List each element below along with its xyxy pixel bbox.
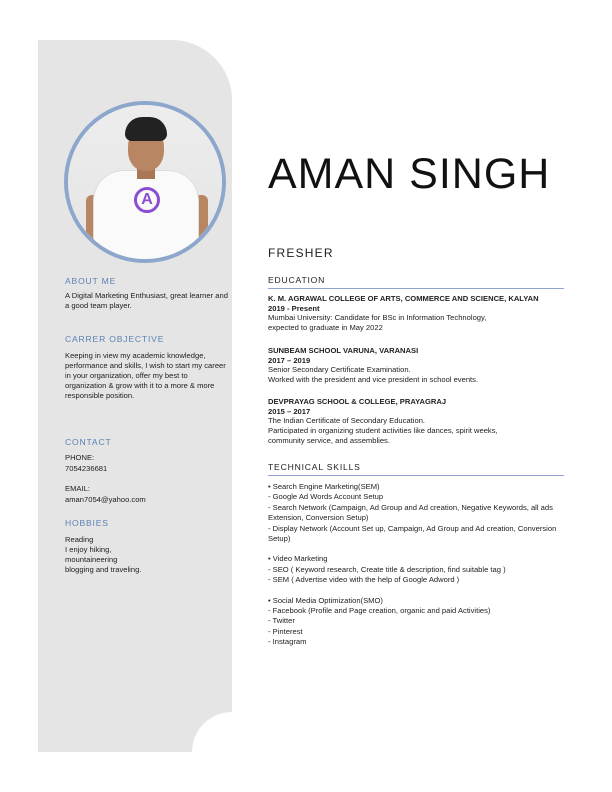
skills-heading: TECHNICAL SKILLS: [268, 462, 564, 476]
skill-line: - Google Ad Words Account Setup: [268, 492, 384, 502]
education-entry: [268, 397, 564, 446]
skill-line: - Instagram: [268, 637, 307, 647]
detail: Mumbai University: Candidate for BSc in Information Technology,: [268, 313, 487, 323]
years: 2019 - Present: [268, 303, 320, 313]
hobby-item: blogging and traveling.: [65, 565, 142, 574]
shirt-logo-icon: A: [134, 187, 160, 213]
skill-line: - Pinterest: [268, 626, 303, 636]
skill-line: • Social Media Optimization(SMO): [268, 595, 383, 605]
hobby-item: mountaineering: [65, 555, 118, 564]
education-entry: [268, 346, 564, 385]
skill-line: • Video Marketing: [268, 554, 328, 564]
skill-line: • Search Engine Marketing(SEM): [268, 482, 380, 491]
email-label: EMAIL:: [65, 484, 90, 493]
hobby-item: Reading: [65, 535, 94, 544]
detail: Senior Secondary Certificate Examination.: [268, 365, 411, 375]
skill-line: - Facebook (Profile and Page creation, organic and paid Activities): [268, 606, 491, 616]
education-entry: [268, 294, 564, 333]
detail: community service, and assemblies.: [268, 435, 390, 445]
phone-label: PHONE:: [65, 453, 95, 462]
detail: expected to graduate in May 2022: [268, 323, 383, 333]
skill-line: - Display Network (Account Set up, Campaign, Ad Group and Ad creation, Conversion Setup): [268, 523, 559, 544]
years: 2015 – 2017: [268, 406, 311, 416]
education-heading: EDUCATION: [268, 275, 564, 289]
objective-text: Keeping in view my academic knowledge, performance and skills, I wish to start my career in your organization, offer my best to organization & grow with it to a more & more responsible position.: [65, 351, 226, 400]
contact-heading: CONTACT: [65, 437, 112, 447]
phone-value: 7054236681: [65, 464, 108, 473]
hobby-item: I enjoy hiking,: [65, 545, 112, 554]
objective-heading: CARRER OBJECTIVE: [65, 334, 165, 344]
institution: DEVPRAYAG SCHOOL & COLLEGE, PRAYAGRAJ: [268, 397, 447, 406]
detail: Worked with the president and vice president in school events.: [268, 375, 479, 385]
years: 2017 – 2019: [268, 355, 311, 365]
email-value: aman7054@yahoo.com: [65, 495, 146, 504]
profile-photo: [64, 101, 226, 263]
about-heading: ABOUT ME: [65, 276, 117, 286]
skill-line: - Twitter: [268, 616, 295, 626]
candidate-name: AMAN SINGH: [268, 150, 551, 198]
institution: SUNBEAM SCHOOL VARUNA, VARANASI: [268, 346, 419, 355]
detail: Participated in organizing student activities like dances, spirit weeks,: [268, 426, 498, 436]
skill-line: - SEO ( Keyword research, Create title & description, find suitable tag ): [268, 564, 506, 574]
institution: K. M. AGRAWAL COLLEGE OF ARTS, COMMERCE AND SCIENCE, KALYAN: [268, 294, 539, 303]
skills-list: [268, 482, 564, 648]
skill-line: - Search Network (Campaign, Ad Group and Ad creation, Negative Keywords, all ads Extension, Conversion Setup): [268, 502, 556, 523]
about-text: A Digital Marketing Enthusiast, great learner and a good team player.: [65, 291, 228, 310]
skill-line: - SEM ( Advertise video with the help of Google Adword ): [268, 575, 460, 585]
detail: The Indian Certificate of Secondary Education.: [268, 416, 426, 426]
hobbies-heading: HOBBIES: [65, 518, 109, 528]
candidate-role: FRESHER: [268, 246, 334, 260]
